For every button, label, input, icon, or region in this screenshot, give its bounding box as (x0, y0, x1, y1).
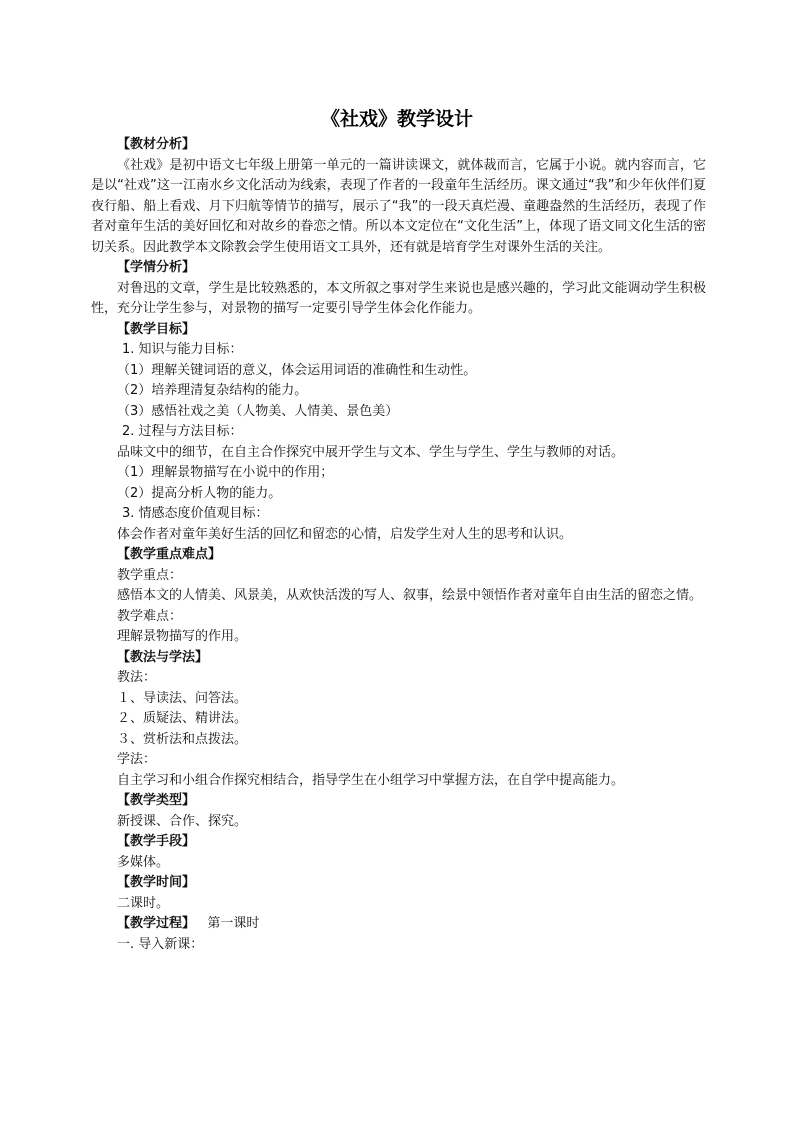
goal-2-title: 2. 过程与方法目标： (122, 424, 243, 439)
heading-type: 【教学类型】 (117, 793, 196, 808)
goal-3-title: 3. 情感态度价值观目标： (122, 506, 269, 521)
students-paragraph: 对鲁迅的文章，学生是比较熟悉的，本文所叙之事对学生来说也是感兴趣的，学习此文能调动学生积极性，充分让学生参与，对景物的描写一定要引导学生体会化作能力。 (91, 280, 706, 316)
time-text: 二课时。 (117, 895, 170, 911)
heading-methods: 【教法与学法】 (117, 649, 209, 665)
goal-1-item: （3）感悟社戏之美（人物美、人情美、景色美） (117, 403, 399, 419)
heading-means: 【教学手段】 (117, 834, 196, 849)
learn-label: 学法： (117, 752, 157, 767)
means-text: 多媒体。 (117, 854, 170, 870)
teach-label: 教法： (117, 670, 157, 685)
process-step-1: 一. 导入新课： (117, 936, 204, 952)
goal-1-title: 1. 知识与能力目标： (122, 342, 243, 357)
heading-time: 【教学时间】 (117, 875, 196, 890)
document-title: 《社戏》教学设计 (320, 108, 473, 130)
heading-material: 【教材分析】 (117, 137, 196, 152)
heading-keypoints: 【教学重点难点】 (117, 547, 222, 562)
goal-1-item: （1）理解关键词语的意义，体会运用词语的准确性和生动性。 (117, 362, 477, 378)
learn-text: 自主学习和小组合作探究相结合，指导学生在小组学习中掌握方法，在自学中提高能力。 (117, 772, 625, 788)
teach-item: ２、质疑法、精讲法。 (117, 711, 248, 726)
focus-text: 感悟本文的人情美、风景美，从欢快活泼的写人、叙事，绘景中领悟作者对童年自由生活的留恋之情。 (117, 588, 703, 603)
heading-process: 【教学过程】 (117, 916, 196, 931)
focus-label: 教学重点： (117, 567, 183, 583)
goal-2-text: 品味文中的细节，在自主合作探究中展开学生与文本、学生与学生、学生与教师的对话。 (117, 444, 625, 460)
heading-students: 【学情分析】 (117, 260, 196, 275)
process-line (91, 914, 706, 935)
teach-item: ３、赏析法和点拨法。 (117, 731, 248, 747)
goal-1-item: （2）培养理清复杂结构的能力。 (117, 383, 308, 398)
heading-goals: 【教学目标】 (117, 321, 196, 337)
document-body (91, 135, 706, 955)
difficulty-label: 教学难点： (117, 608, 183, 624)
material-paragraph: 《社戏》是初中语文七年级上册第一单元的一篇讲读课文，就体裁而言，它属于小说。就内容而言，它是以“社戏”这一江南水乡文化活动为线索，表现了作者的一段童年生活经历。课文通过“我”和少年伙伴们夏夜行船、船上看戏、月下归航等情节的描写，展示了“我”的一段天真烂漫、童趣盎然的生活经历，表现了作者对童年生活的美好回忆和对故乡的眷恋之情。所以本文定位在“文化生活”上，体现了语文同文化生活的密切关系。因此教学本文除教会学生使用语文工具外，还有就是培育学生对课外生活的关注。 (91, 157, 706, 255)
teach-item: １、导读法、问答法。 (117, 690, 248, 706)
goal-3-text: 体会作者对童年美好生活的回忆和留恋的心情，启发学生对人生的思考和认识。 (117, 526, 573, 542)
goal-2-item: （2）提高分析人物的能力。 (117, 485, 282, 501)
process-session: 第一课时 (207, 916, 260, 931)
type-text: 新授课、合作、探究。 (117, 813, 248, 829)
goal-2-item: （1）理解景物描写在小说中的作用； (117, 465, 334, 480)
difficulty-text: 理解景物描写的作用。 (117, 629, 248, 644)
